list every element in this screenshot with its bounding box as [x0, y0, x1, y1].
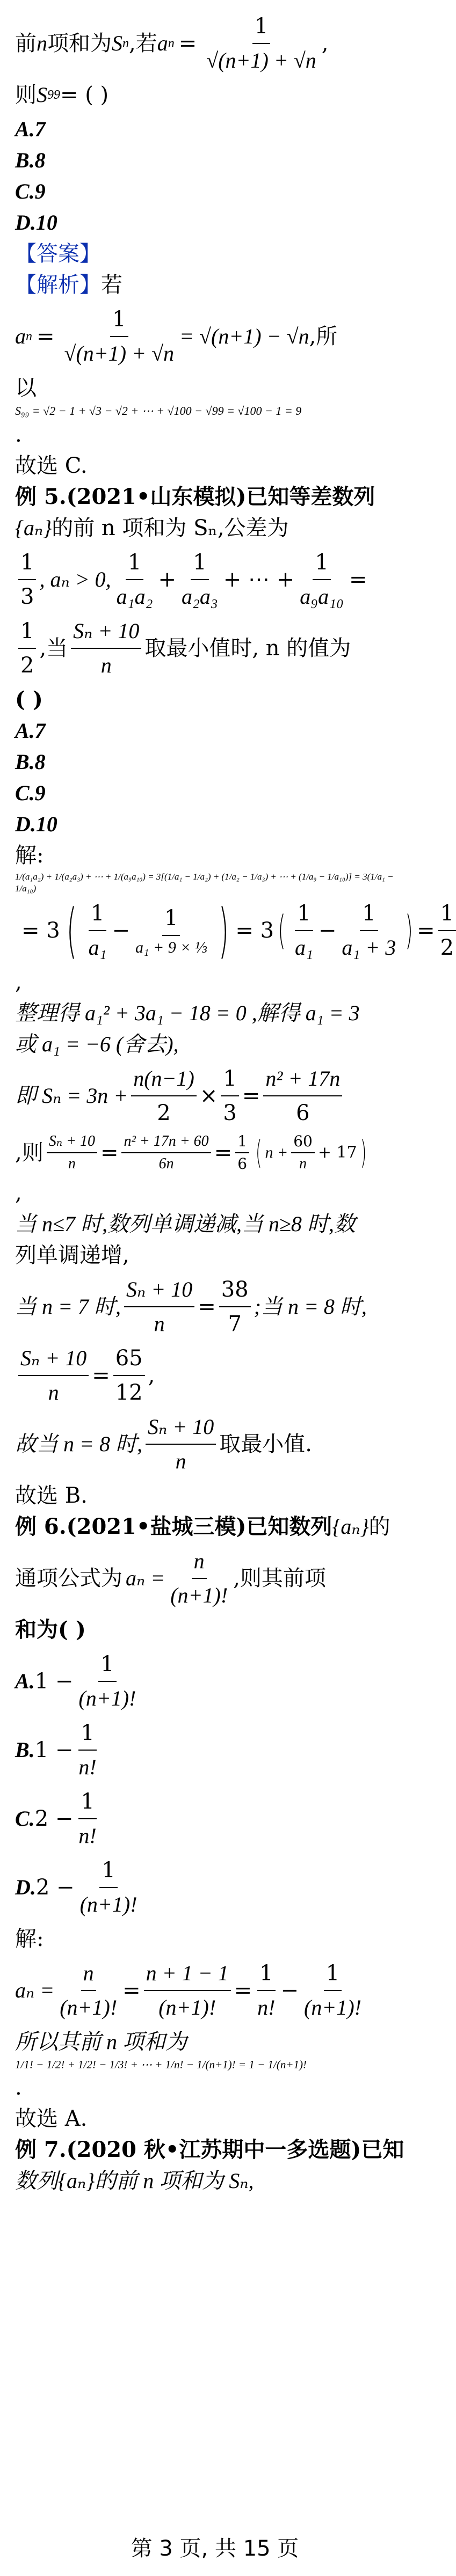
q5-text: 当 n = 7 时, [15, 1294, 121, 1319]
q6-text: 通项公式为 [15, 1565, 122, 1591]
option-d: D.10 [15, 210, 57, 235]
frac-ratio [18, 1343, 89, 1408]
q5-text-huo: 或 a₁ = −6 (舍去), [15, 1031, 179, 1056]
q4-var-a: a [15, 324, 26, 348]
eq-three: = 3 [235, 918, 274, 943]
frac-numerator: 1 [257, 1958, 275, 1991]
q6-an: aₙ = [15, 1978, 55, 2002]
frac-sn [263, 1063, 342, 1129]
frac-numerator: 1 [18, 547, 36, 580]
frac-38-7 [219, 1274, 251, 1340]
q5-big-eq [15, 896, 454, 965]
q4-var-S: S [112, 31, 122, 55]
frac-denominator: 2 [440, 935, 454, 960]
option-c: C.9 [15, 780, 46, 805]
frac-an [57, 1958, 119, 2023]
q5-options [15, 715, 415, 840]
q6-text: ,则其前项 [233, 1565, 326, 1591]
frac-numerator: Sₙ + 10 [71, 616, 141, 649]
q4-conclusion: 故选 C. [15, 453, 88, 478]
frac-numerator: 1 [235, 1132, 249, 1153]
q6-conclusion: 故选 A. [15, 2106, 88, 2131]
option-lead: 1 − [34, 1737, 74, 1762]
frac-ratio [146, 1411, 216, 1477]
q6-sum-line: 1/1! − 1/2! + 1/2! − 1/3! + ⋯ + 1/n! − 1/(n+1)! = 1 − 1/(n+1)! [15, 2058, 307, 2071]
option-frac [78, 1855, 140, 1920]
frac-denominator: (n+1)! [158, 1995, 216, 2019]
q4-premise [15, 11, 415, 76]
option-frac [76, 1786, 98, 1851]
frac-one-third [221, 1063, 238, 1129]
q6-question-tail: 和为( ) [15, 1616, 86, 1642]
frac-denominator: 6 [237, 1155, 248, 1173]
q4-var-a: a [157, 31, 168, 55]
frac-term-1 [114, 547, 155, 612]
eq: = [100, 1140, 119, 1166]
q4-text: = ( ) [60, 83, 109, 107]
q6-text: 的 [368, 1514, 390, 1539]
frac-denominator: n [48, 1380, 59, 1404]
q6-label-row [15, 1511, 415, 1542]
frac-denominator: 2 [157, 1100, 171, 1125]
q5-text: 的前 n 项和为 Sₙ,公差为 [52, 515, 289, 540]
frac-numerator: 1 [438, 898, 456, 931]
frac-split [144, 1958, 231, 2023]
option-d-label: D. [15, 1875, 36, 1899]
frac-an [168, 1546, 230, 1611]
analysis-tag: 【解析】 [15, 273, 101, 297]
eq: = [214, 1140, 233, 1166]
q5-expr: n + [265, 1144, 288, 1162]
option-lead: 1 − [34, 1668, 74, 1694]
frac-denominator: √(n+1) + √n [64, 341, 175, 365]
q5-bracket: ( ) [15, 686, 43, 712]
frac-numerator: n [192, 1546, 207, 1579]
frac-denominator: a₁a₂ [116, 584, 153, 609]
option-lead: 2 − [35, 1875, 75, 1900]
frac-expr [121, 1132, 211, 1174]
q6-seq: {aₙ} [332, 1514, 369, 1539]
frac-numerator: 1 [360, 898, 378, 931]
frac-numerator: 1 [191, 547, 208, 580]
frac-denominator: a₁ + 3 [342, 935, 396, 960]
page-footer [0, 2533, 430, 2564]
q4-var-S: S [37, 83, 47, 107]
q5-text: ,当 [39, 635, 68, 661]
eq: = [122, 1978, 141, 2003]
q4-text: ,若 [129, 31, 157, 56]
frac-numerator: Sₙ + 10 [146, 1411, 216, 1445]
q5-eval-line [15, 1274, 415, 1340]
q5-heading: 例 5.(2021•山东模拟)已知等差数列 [15, 484, 375, 509]
q4-question [15, 79, 415, 111]
frac-numerator: 1 [126, 547, 143, 580]
plus: + [158, 567, 176, 592]
q5-monotone-2: 列单调递增, [15, 1242, 129, 1268]
frac-denominator: (n+1)! [79, 1892, 137, 1916]
option-a-label: A. [15, 1668, 35, 1693]
q5-min-line [15, 1411, 415, 1477]
option-b: B.8 [15, 749, 46, 774]
frac-denominator: 3 [223, 1100, 237, 1125]
q5-expr: + 17 [317, 1143, 357, 1162]
q4-sub: n [168, 36, 175, 50]
frac-denominator: (n+1)! [170, 1583, 228, 1607]
frac-ratio [47, 1132, 97, 1174]
frac-denominator: √(n+1) + √n [206, 48, 316, 72]
frac-numerator: 1 [252, 11, 270, 44]
paren-left: ( [278, 907, 286, 954]
q7-line2: 数列{aₙ}的前 n 项和为 Sₙ, [15, 2168, 254, 2193]
q4-text: 前 [15, 31, 37, 56]
frac-numerator: 1 [324, 1958, 342, 1991]
frac-inv-a1 [86, 898, 109, 963]
frac-numerator: 1 [295, 898, 313, 931]
frac-numerator: 1 [89, 898, 106, 931]
q7-heading: 例 7.(2020 秋•江苏期中一多选题)已知 [15, 2136, 404, 2162]
q4-sum-line: S₉₉ = √2 − 1 + √3 − √2 + ⋯ + √100 − √99 = √100 − 1 = 9 [15, 404, 302, 418]
q4-text: ,所 [309, 324, 338, 349]
q6-an: aₙ = [126, 1565, 165, 1590]
q6-text: 所以其前 n 项和为 [15, 2029, 187, 2054]
frac-one-sixth [235, 1132, 249, 1174]
q5-half-line [15, 616, 415, 681]
q4-var-n: n [37, 31, 47, 55]
frac-half [438, 898, 456, 963]
q4-text: 项和为 [47, 31, 112, 56]
paren-right: ) [219, 896, 229, 965]
frac-numerator: 1 [99, 1855, 117, 1888]
q6-split [15, 1958, 415, 2023]
q5-comma: , [15, 969, 22, 994]
frac-denominator: n [68, 1155, 76, 1173]
frac-numerator: 1 [78, 1786, 96, 1819]
frac-denominator: (n+1)! [304, 1995, 361, 2019]
frac-numerator: 38 [219, 1274, 251, 1307]
q4-sub: n [26, 329, 32, 343]
q5-label [15, 481, 415, 513]
q6-dot: . [15, 2075, 22, 2100]
frac-denominator: 7 [228, 1311, 242, 1336]
eq: = [234, 1978, 252, 2003]
frac-term-9 [298, 547, 346, 612]
q4-text: 以 [15, 376, 37, 400]
frac-60n [291, 1132, 315, 1174]
option-b: B.8 [15, 148, 46, 172]
frac-term-2 [179, 547, 220, 612]
q6-option-d [15, 1855, 415, 1920]
frac-numerator: 1 [313, 547, 330, 580]
frac-inv-a1 [293, 898, 315, 963]
frac-denominator: 2 [20, 653, 34, 678]
q4-text: 若 [101, 273, 122, 297]
q5-eval-line-2 [15, 1343, 415, 1408]
option-c-label: C. [15, 1806, 35, 1831]
frac-denominator: 6n [158, 1155, 174, 1173]
eq: = [349, 567, 367, 592]
frac-inv-a1p3 [339, 898, 398, 963]
q6-solution-label: 解: [15, 1926, 44, 1951]
frac-half [18, 616, 36, 681]
option-frac [76, 1717, 98, 1783]
frac-numerator: n² + 17n [263, 1063, 342, 1096]
q5-sn-line [15, 1063, 415, 1129]
dots: + ⋯ + [223, 567, 295, 592]
frac-numerator: 1 [18, 616, 36, 649]
frac-numerator: n² + 17n + 60 [121, 1132, 211, 1153]
frac-denominator: n! [257, 1995, 276, 2019]
frac-numerator: n [81, 1958, 96, 1991]
frac-numerator: Sₙ + 10 [124, 1274, 194, 1307]
q5-small-line: 1/(a₁a₂) + 1/(a₂a₃) + ⋯ + 1/(a₉a₁₀) = 3[(1/a₁ − 1/a₂) + (1/a₂ − 1/a₃) + ⋯ + (1/a₉ − 1/a₁₀)] = 3(1/a₁ − 1/a₁₀) [15, 871, 394, 894]
q4-derivation [15, 304, 415, 369]
q4-sub: n [122, 36, 129, 50]
q4-text: , [321, 31, 329, 56]
q5-seq: {aₙ} [15, 515, 52, 540]
option-frac [76, 1649, 138, 1714]
frac-numerator: n + 1 − 1 [144, 1958, 231, 1991]
frac-inv-nfact [255, 1958, 277, 2023]
frac-numerator: 1 [162, 903, 180, 936]
option-d: D.10 [15, 811, 57, 836]
eq-three: = 3 [21, 918, 60, 943]
q4-eq: = [178, 31, 197, 56]
frac-denominator: 6 [296, 1100, 310, 1125]
frac-denominator: 12 [115, 1380, 143, 1405]
eq: = [417, 918, 435, 943]
frac-target [71, 616, 141, 681]
q5-text: ;当 n = 8 时, [254, 1294, 367, 1319]
analysis-header [15, 269, 415, 301]
frac-numerator: Sₙ + 10 [47, 1132, 97, 1153]
frac-numerator: 1 [98, 1649, 116, 1682]
frac-inv-a10 [133, 903, 209, 958]
frac-numerator: 1 [110, 304, 128, 337]
q4-derive-result: = √(n+1) − √n [179, 324, 309, 348]
q4-dot: . [15, 422, 22, 447]
frac-ratio [124, 1274, 194, 1340]
q5-comma: , [148, 1363, 155, 1388]
q6-option-c [15, 1786, 415, 1851]
frac-denominator: n [299, 1155, 307, 1173]
option-a: A.7 [15, 117, 46, 141]
q5-text: ,则 [15, 1140, 44, 1166]
frac-nn1 [131, 1063, 197, 1129]
frac-numerator: 60 [291, 1132, 315, 1153]
frac-denominator: a₁ [294, 935, 313, 960]
q5-text: 取最小值时, n 的值为 [144, 635, 351, 661]
frac-denominator: n! [78, 1754, 97, 1779]
frac-65-12 [113, 1343, 145, 1408]
eq: = [92, 1363, 110, 1388]
q4-an-fraction [204, 11, 319, 76]
paren-right: ) [405, 907, 413, 954]
q5-line2 [15, 513, 415, 544]
frac-denominator: (n+1)! [60, 1995, 118, 2019]
page-number: 第 3 页, 共 15 页 [131, 2536, 299, 2561]
q4-text: 则 [15, 83, 37, 107]
eq: = [198, 1294, 216, 1319]
q5-comma: , [15, 1180, 22, 1205]
q5-ratio-line [15, 1132, 415, 1174]
frac-numerator: 65 [113, 1343, 145, 1376]
frac-denominator: n! [78, 1823, 97, 1848]
q5-text: 故当 n = 8 时, [15, 1431, 142, 1456]
minus: − [280, 1978, 299, 2003]
q4-sub: 99 [47, 87, 60, 102]
minus: − [112, 918, 131, 943]
q5-text: 取最小值. [219, 1431, 312, 1457]
minus: − [318, 918, 337, 943]
q5-condition [15, 547, 415, 612]
q6-option-a [15, 1649, 415, 1714]
frac-numerator: n(n−1) [131, 1063, 197, 1096]
q5-solution-label: 解: [15, 843, 44, 868]
q5-text: 即 Sₙ = 3n + [15, 1083, 128, 1108]
q4-eq: = [37, 324, 55, 349]
q5-cond: , aₙ > 0, [39, 567, 111, 591]
frac-numerator: Sₙ + 10 [18, 1343, 89, 1376]
option-b-label: B. [15, 1737, 35, 1762]
q5-monotone: 当 n≤7 时,数列单调递减,当 n≥8 时,数 [15, 1211, 356, 1236]
frac-denominator: n [175, 1448, 186, 1473]
paren-right: ) [360, 1134, 367, 1172]
frac-numerator: 1 [78, 1717, 96, 1751]
eq: = [242, 1083, 260, 1108]
frac-denominator: n [100, 653, 112, 677]
q4-options [15, 114, 415, 238]
q6-formula [15, 1546, 415, 1611]
option-lead: 2 − [34, 1806, 74, 1831]
paren-left: ( [66, 896, 77, 965]
option-c: C.9 [15, 179, 46, 203]
frac-denominator: a₁ + 9 × ⅓ [135, 939, 207, 957]
paren-left: ( [255, 1134, 262, 1172]
q5-conclusion: 故选 B. [15, 1483, 88, 1508]
frac-denominator: (n+1)! [78, 1686, 136, 1710]
frac-numerator: 1 [221, 1063, 238, 1096]
frac-inv-n1fact [302, 1958, 364, 2023]
q6-option-b [15, 1717, 415, 1783]
frac-one-third [18, 547, 36, 612]
option-a: A.7 [15, 718, 46, 743]
frac-denominator: a₉a₁₀ [300, 584, 344, 609]
frac-denominator: a₁ [88, 935, 107, 960]
q5-text-zhengli: 整理得 a₁² + 3a₁ − 18 = 0 ,解得 a₁ = 3 [15, 1000, 360, 1025]
frac-denominator: 3 [20, 584, 34, 609]
q6-heading: 例 6.(2021•盐城三模)已知数列 [15, 1513, 332, 1539]
answer-tag: 【答案】 [15, 241, 101, 266]
times: × [199, 1083, 218, 1108]
frac-denominator: a₂a₃ [181, 584, 218, 609]
frac-denominator: n [154, 1311, 165, 1336]
q4-derive-fraction [62, 304, 177, 369]
